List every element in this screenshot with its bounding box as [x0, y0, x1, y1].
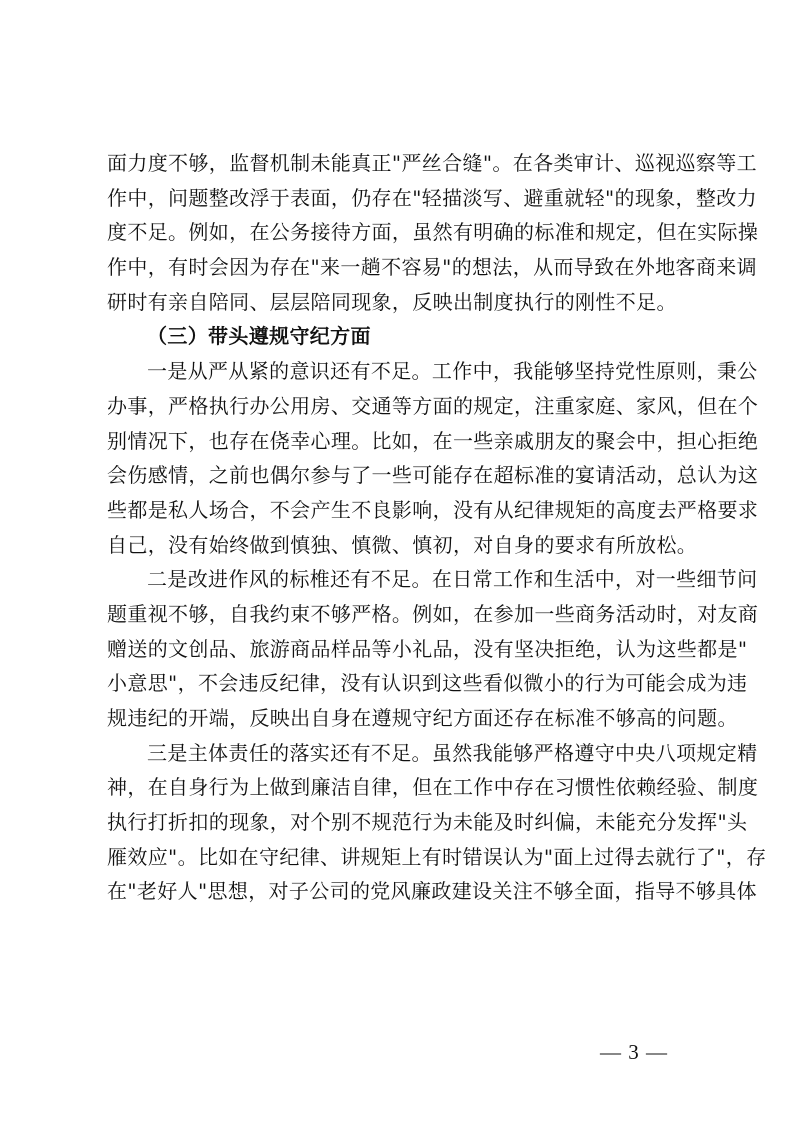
text-line: 规违纪的开端，反映出自身在遵规守纪方面还存在标准不够高的问题。	[107, 706, 738, 730]
text-line: 题重视不够，自我约束不够严格。例如，在参加一些商务活动时，对友商	[107, 601, 759, 626]
section-heading: （三）带头遵规守纪方面	[147, 324, 371, 349]
text-line: 些都是私人场合，不会产生不良影响，没有从纪律规矩的高度去严格要求	[107, 497, 759, 522]
text-line: 研时有亲自陪同、层层陪同现象，反映出制度执行的刚性不足。	[107, 289, 677, 314]
text-line: 执行打折扣的现象，对个别不规范行为未能及时纠偏，未能充分发挥"头	[107, 810, 748, 835]
text-line: 作中，有时会因为存在"来一趟不容易"的想法，从而导致在外地客商来调	[107, 255, 757, 280]
text-line: 自己，没有始终做到慎独、慎微、慎初，对自身的要求有所放松。	[107, 532, 698, 557]
text-line: 赠送的文创品、旅游商品样品等小礼品，没有坚决拒绝，认为这些都是"	[107, 636, 748, 661]
text-line: 度不足。例如，在公务接待方面，虽然有明确的标准和规定，但在实际操	[107, 220, 759, 245]
text-line: 别情况下，也存在侥幸心理。比如，在一些亲戚朋友的聚会中，担心拒绝	[107, 428, 759, 453]
text-line: 在"老好人"思想，对子公司的党风廉政建设关注不够全面，指导不够具体	[107, 879, 757, 904]
text-line: 面力度不够，监督机制未能真正"严丝合缝"。在各类审计、巡视巡察等工	[107, 151, 757, 175]
document-body	[107, 146, 767, 909]
paragraph-start-line: 二是改进作风的标椎还有不足。在日常工作和生活中，对一些细节问	[147, 567, 758, 592]
paragraph-start-line: 一是从严从紧的意识还有不足。工作中，我能够坚持党性原则，秉公	[147, 359, 758, 384]
text-line: 神，在自身行为上做到廉洁自律，但在工作中存在习惯性依赖经验、制度	[107, 775, 759, 800]
paragraph-start-line: 三是主体责任的落实还有不足。虽然我能够严格遵守中央八项规定精	[147, 740, 758, 765]
text-line: 小意思"，不会违反纪律，没有认识到这些看似微小的行为可能会成为违	[107, 671, 748, 696]
text-line: 作中，问题整改浮于表面，仍存在"轻描淡写、避重就轻"的现象，整改力	[107, 185, 757, 210]
text-line: 办事，严格执行办公用房、交通等方面的规定，注重家庭、家风，但在个	[107, 393, 759, 418]
text-line: 雁效应"。比如在守纪律、讲规矩上有时错误认为"面上过得去就行了"，存	[107, 844, 767, 869]
text-line: 会伤感情，之前也偶尔参与了一些可能存在超标准的宴请活动，总认为这	[107, 463, 759, 488]
page-number: — 3 —	[600, 1040, 668, 1064]
